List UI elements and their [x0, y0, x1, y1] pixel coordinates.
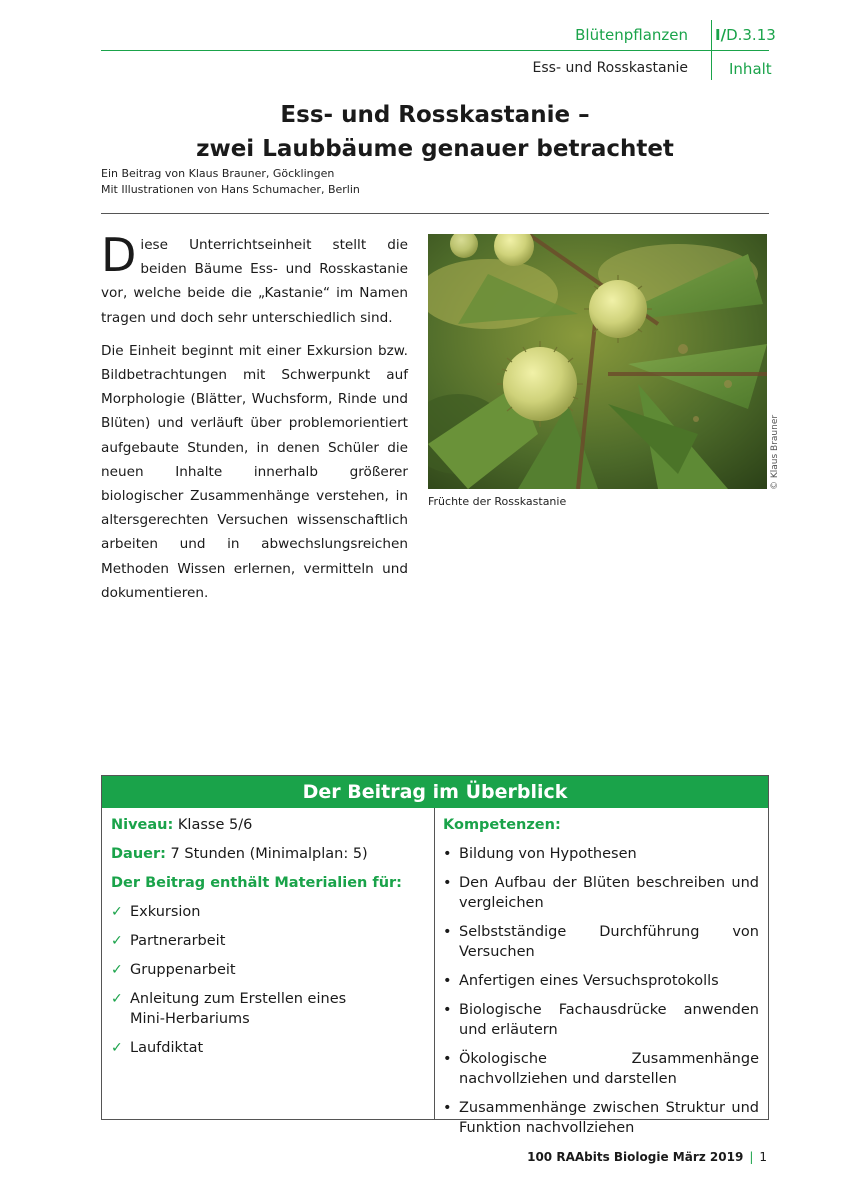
- checkmark-icon: ✓: [111, 933, 123, 949]
- list-item: [443, 1098, 759, 1138]
- checkmark-icon: ✓: [111, 962, 123, 978]
- intro-paragraph-1: [101, 228, 408, 330]
- bullet-dot-icon: •: [443, 1002, 452, 1018]
- page-footer: [527, 1150, 767, 1164]
- byline-illustrator: Mit Illustrationen von Hans Schumacher, Berlin: [101, 183, 360, 196]
- competency-text: Zusammenhänge zwischen Struktur und Funktion nachvollziehen: [459, 1100, 759, 1136]
- header-category: Blütenpflanzen: [575, 26, 688, 44]
- list-item: [443, 1000, 759, 1040]
- photo-caption: Früchte der Rosskastanie: [428, 495, 567, 508]
- intro-text: [101, 228, 408, 614]
- competency-text: Bildung von Hypothesen: [459, 846, 637, 862]
- header-section: Inhalt: [729, 60, 772, 78]
- title-line-2: zwei Laubbäume genauer betrachtet: [196, 136, 674, 162]
- footer-separator: |: [749, 1150, 754, 1164]
- material-text: Anleitung zum Erstellen eines Mini-Herbariums: [130, 991, 347, 1027]
- bullet-dot-icon: •: [443, 1051, 452, 1067]
- overview-column-divider: [434, 808, 435, 1119]
- competency-text: Selbstständige Durchführung von Versuchen: [459, 924, 759, 960]
- competency-text: Ökologische Zusammenhänge nachvollziehen und darstellen: [459, 1051, 759, 1087]
- material-text: Partnerarbeit: [130, 933, 226, 949]
- list-item: [111, 960, 427, 980]
- list-item: [443, 922, 759, 962]
- overview-right-column: [443, 815, 759, 1147]
- bullet-dot-icon: •: [443, 973, 452, 989]
- bullet-dot-icon: •: [443, 846, 452, 862]
- material-text: Gruppenarbeit: [130, 962, 236, 978]
- title-line-1: Ess- und Rosskastanie –: [280, 102, 590, 128]
- competency-text: Biologische Fachausdrücke anwenden und erläutern: [459, 1002, 759, 1038]
- header-code-number: D.3.13: [726, 26, 776, 44]
- overview-box: [101, 775, 769, 1136]
- bullet-dot-icon: •: [443, 1100, 452, 1116]
- intro-paragraph-2: Die Einheit beginnt mit einer Exkursion bzw. Bildbetrachtungen mit Schwerpunkt auf Morphologie (Blätter, Wuchsform, Rinde und Blüten) und verläuft über problemorientiert aufgebaute Stunden, in denen Schüler die neuen Inhalte innerhalb größerer biologischer Zusammenhänge verstehen, in altersgerechten Versuchen wissenschaftlich arbeiten und in abwechslungsreichen Methoden Wissen erlernen, vermitteln und dokumentieren.: [101, 342, 408, 601]
- niveau-value: Klasse 5/6: [177, 817, 253, 833]
- intro-paragraph-1-text: iese Unterrichtseinheit stellt die beiden Bäume Ess- und Rosskastanie vor, welche beide die „Kastanie“ im Namen tragen und doch sehr unterschiedlich sind.: [101, 237, 408, 326]
- overview-heading: Der Beitrag im Überblick: [102, 776, 768, 808]
- dauer-row: [111, 844, 427, 873]
- photo-credit: © Klaus Brauner: [770, 414, 780, 490]
- competencies-list: [443, 844, 759, 1138]
- chestnut-photo: [428, 234, 767, 489]
- page-title: [101, 98, 769, 166]
- header-code: [715, 26, 776, 44]
- drop-cap: D: [101, 228, 137, 282]
- header-code-prefix: I/: [715, 26, 727, 44]
- competency-text: Den Aufbau der Blüten beschreiben und vergleichen: [459, 875, 759, 911]
- checkmark-icon: ✓: [111, 1040, 123, 1056]
- dauer-label: Dauer:: [111, 846, 166, 862]
- material-text: Exkursion: [130, 904, 201, 920]
- competencies-label: Kompetenzen:: [443, 817, 561, 833]
- bullet-dot-icon: •: [443, 924, 452, 940]
- list-item: [443, 873, 759, 913]
- byline-author: Ein Beitrag von Klaus Brauner, Göcklingen: [101, 167, 335, 180]
- list-item: [111, 931, 427, 951]
- byline: [101, 166, 360, 198]
- niveau-row: [111, 815, 427, 844]
- list-item: [443, 844, 759, 864]
- list-item: [443, 971, 759, 991]
- overview-left-column: [111, 815, 427, 1067]
- list-item: [111, 1038, 427, 1058]
- list-item: [443, 1049, 759, 1089]
- list-item: [111, 902, 427, 922]
- checkmark-icon: ✓: [111, 904, 123, 920]
- material-text: Laufdiktat: [130, 1040, 204, 1056]
- checkmark-icon: ✓: [111, 991, 123, 1007]
- niveau-label: Niveau:: [111, 817, 174, 833]
- dauer-value: 7 Stunden (Minimalplan: 5): [170, 846, 368, 862]
- list-item: [111, 989, 360, 1029]
- header-subtitle: Ess- und Rosskastanie: [532, 60, 688, 76]
- competency-text: Anfertigen eines Versuchsprotokolls: [459, 973, 719, 989]
- footer-publication: 100 RAAbits Biologie März 2019: [527, 1150, 744, 1164]
- materials-label: Der Beitrag enthält Materialien für:: [111, 875, 402, 891]
- page-number: 1: [759, 1150, 767, 1164]
- title-rule: [101, 213, 769, 214]
- header-rule: [101, 50, 769, 51]
- materials-list: [111, 902, 427, 1058]
- bullet-dot-icon: •: [443, 875, 452, 891]
